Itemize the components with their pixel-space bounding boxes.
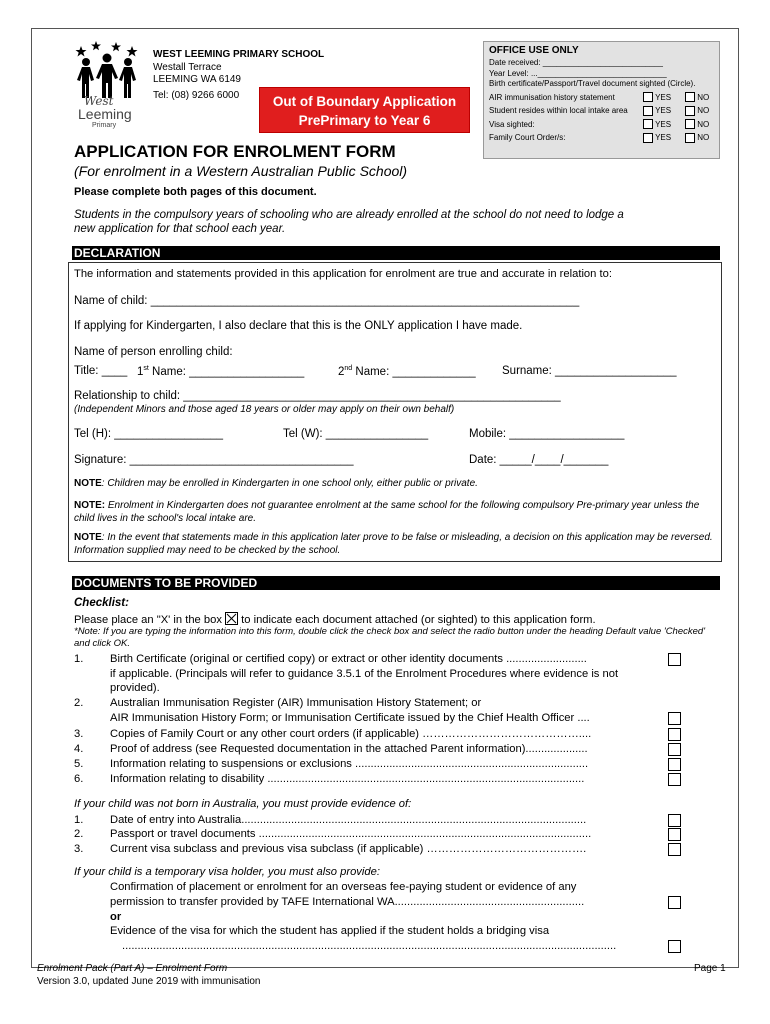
checklist-item-text: Australian Immunisation Register (AIR) Immunisation History Statement; or [110, 697, 482, 709]
typing-note: *Note: If you are typing the information into this form, double click the check box and select the radio button under the heading Default value 'Checked' and click OK. [74, 626, 706, 649]
no-label: NO [697, 92, 710, 102]
born-item-checkbox[interactable] [668, 828, 681, 841]
checklist-item-checkbox[interactable] [668, 743, 681, 756]
first-name-field[interactable] [137, 365, 304, 378]
checklist-item-number: 4. [74, 743, 84, 755]
office-birth-cert: Birth certificate/Passport/Travel document sighted (Circle). [489, 79, 696, 88]
born-item-checkbox[interactable] [668, 814, 681, 827]
example-x-checkbox-icon [225, 612, 238, 625]
air-yes-checkbox[interactable] [643, 92, 653, 102]
logo-text-primary: Primary [92, 122, 117, 129]
first-sup: st [143, 365, 149, 372]
temp-or: or [110, 911, 122, 923]
resides-no-checkbox[interactable] [685, 106, 695, 116]
checklist-item-checkbox[interactable] [668, 758, 681, 771]
born-item-checkbox[interactable] [668, 843, 681, 856]
form-title: APPLICATION FOR ENROLMENT FORM [74, 142, 396, 161]
checklist-item-text: provided). [110, 682, 160, 694]
yes-label: YES [655, 119, 672, 129]
tel-work-field[interactable]: Tel (W): ________________ [283, 428, 429, 440]
title-field[interactable]: Title: ____ [74, 365, 128, 377]
declaration-statement: The information and statements provided in this application for enrolment are true and accurate in relation to: [74, 268, 612, 280]
instruction: Please complete both pages of this document. [74, 186, 317, 198]
school-name: WEST LEEMING PRIMARY SCHOOL [153, 49, 325, 60]
school-phone: Tel: (08) 9266 6000 [153, 90, 240, 101]
temp-line-1: Confirmation of placement or enrolment for an overseas fee-paying student or evidence of any [110, 881, 577, 893]
note-3-text: : In the event that statements made in this application later prove to be false or misleading, a decision on this application may be reversed. Information supplied may need to be checked by the school. [74, 532, 713, 556]
office-title: OFFICE USE ONLY [489, 45, 579, 56]
office-use-box [483, 41, 720, 159]
court-yes-checkbox[interactable] [643, 133, 653, 143]
documents-heading: DOCUMENTS TO BE PROVIDED [72, 576, 720, 590]
second-name-field[interactable] [338, 365, 476, 378]
boundary-line-1: Out of Boundary Application [272, 94, 457, 109]
boundary-line-2: PrePrimary to Year 6 [298, 113, 431, 128]
checklist-item-number: 1. [74, 653, 84, 665]
office-date-received: Date received: ___________________________ [489, 58, 663, 67]
second-name-label: Name: _____________ [352, 365, 476, 378]
office-year-level: Year Level: ..._____________________________ [489, 68, 667, 78]
office-air-label: AIR immunisation history statement [489, 92, 615, 102]
mobile-field[interactable]: Mobile: __________________ [469, 428, 625, 440]
second-num: 2 [338, 365, 345, 378]
page-number: Page 1 [694, 963, 726, 974]
visa-no-checkbox[interactable] [685, 119, 695, 129]
office-row-resides [489, 104, 714, 118]
checklist-item-number: 5. [74, 758, 84, 770]
place-x-instruction [74, 612, 596, 626]
born-item-text: Current visa subclass and previous visa subclass (if applicable) ……………………………………. [110, 843, 587, 855]
temp-heading: If your child is a temporary visa holder, you must also provide: [74, 866, 380, 878]
temp-bridging-visa-checkbox[interactable] [668, 940, 681, 953]
checklist-item-text: Birth Certificate (original or certified copy) or extract or other identity documents .......................... [110, 653, 587, 665]
place-x-pre: Please place an "X' in the box [74, 614, 222, 626]
place-x-post: to indicate each document attached (or sighted) to this application form. [241, 614, 596, 626]
yes-label: YES [655, 106, 672, 115]
address-line-1: Westall Terrace [153, 62, 222, 73]
checklist-item-number: 2. [74, 697, 84, 709]
born-item-number: 3. [74, 843, 84, 855]
note-1-label: NOTE [74, 478, 102, 489]
checklist-item-text: if applicable. (Principals will refer to guidance 3.5.1 of the Enrolment Procedures where evidence is not [110, 667, 619, 680]
checklist-item-checkbox[interactable] [668, 712, 681, 725]
first-name-label: Name: __________________ [148, 365, 305, 378]
date-field[interactable]: Date: _____/____/_______ [469, 454, 609, 466]
note-1 [74, 477, 714, 490]
note-3-label: NOTE [74, 532, 102, 543]
born-item-number: 1. [74, 814, 84, 826]
air-no-checkbox[interactable] [685, 92, 695, 102]
footer-line-2: Version 3.0, updated June 2019 with immunisation [37, 976, 261, 987]
yes-label: YES [655, 92, 672, 102]
checklist-item-number: 6. [74, 773, 84, 785]
no-label: NO [697, 133, 710, 142]
first-num: 1 [137, 365, 144, 378]
checklist-item-text: Proof of address (see Requested documentation in the attached Parent information).................... [110, 743, 588, 755]
note-1-text: : Children may be enrolled in Kindergarten in one school only, either public or private. [101, 478, 478, 489]
surname-field[interactable]: Surname: ___________________ [502, 365, 677, 377]
checklist-item-text: Information relating to suspensions or exclusions ........................................................................... [110, 758, 589, 770]
relationship-field[interactable]: Relationship to child: ___________________________________________________________ [74, 390, 561, 402]
court-no-checkbox[interactable] [685, 133, 695, 143]
temp-line-3: Evidence of the visa for which the student has applied if the student holds a bridging visa [110, 925, 550, 937]
note-2 [74, 499, 714, 525]
declaration-heading: DECLARATION [72, 246, 720, 260]
address-line-2: LEEMING WA 6149 [153, 74, 241, 85]
tel-home-field[interactable]: Tel (H): _________________ [74, 428, 223, 440]
relationship-note: (Independent Minors and those aged 18 years or older may apply on their own behalf) [74, 404, 455, 415]
office-row-court [489, 131, 714, 145]
born-item-text: Passport or travel documents ........................................................................................................... [110, 828, 592, 840]
signature-field[interactable]: Signature: ___________________________________ [74, 454, 354, 466]
note-3 [74, 531, 714, 557]
checklist-label: Checklist: [74, 597, 129, 609]
note-2-text: Enrolment in Kindergarten does not guarantee enrolment at the same school for the following compulsory Pre-primary year unless the child lives in the school's local intake are. [74, 500, 700, 524]
second-sup: nd [344, 365, 353, 372]
born-item-text: Date of entry into Australia............................................................................................................... [110, 814, 587, 826]
school-logo [72, 40, 142, 130]
person-enrolling-label: Name of person enrolling child: [74, 346, 233, 358]
office-resides-label: Student resides within local intake area [489, 106, 628, 115]
temp-line-2: permission to transfer provided by TAFE International WA............................................................. [110, 896, 585, 908]
office-row-air [489, 91, 714, 105]
checklist-item-checkbox[interactable] [668, 728, 681, 741]
kindergarten-declaration: If applying for Kindergarten, I also declare that this is the ONLY application I have made. [74, 320, 523, 332]
note-2-label: NOTE: [74, 500, 106, 511]
checklist-item-number: 3. [74, 728, 84, 740]
resides-yes-checkbox[interactable] [643, 106, 653, 116]
temp-placement-checkbox[interactable] [668, 896, 681, 909]
logo-text-west: West [84, 94, 114, 108]
checklist-item-checkbox[interactable] [668, 653, 681, 666]
out-of-boundary-banner [259, 87, 470, 133]
checklist-item-text: AIR Immunisation History Form; or Immunisation Certificate issued by the Chief Health Officer .... [110, 711, 590, 724]
footer-line-1: Enrolment Pack (Part A) – Enrolment Form [37, 963, 228, 974]
form-subtitle: (For enrolment in a Western Australian Public School) [74, 163, 408, 179]
office-visa-label: Visa sighted: [489, 119, 535, 129]
office-row-visa [489, 118, 714, 132]
temp-line-4: ............................................................................................................................................................... [122, 940, 617, 952]
no-label: NO [697, 106, 710, 115]
checklist-item-text: Copies of Family Court or any other court orders (if applicable) …………………………………….... [110, 728, 592, 740]
checklist-item-checkbox[interactable] [668, 773, 681, 786]
no-label: NO [697, 119, 710, 129]
intro-line-2: new application for that school each year. [74, 223, 286, 235]
yes-label: YES [655, 133, 672, 142]
logo-text-leeming: Leeming [78, 106, 132, 122]
intro-line-1: Students in the compulsory years of schooling who are already enrolled at the school do not need to lodge a [74, 209, 624, 221]
office-court-label: Family Court Order/s: [489, 133, 566, 142]
visa-yes-checkbox[interactable] [643, 119, 653, 129]
checklist-item-text: Information relating to disability ...................................................................................................... [110, 773, 585, 785]
name-of-child-field[interactable]: Name of child: ___________________________________________________________________ [74, 295, 580, 307]
born-item-number: 2. [74, 828, 84, 840]
born-heading: If your child was not born in Australia, you must provide evidence of: [74, 798, 412, 810]
